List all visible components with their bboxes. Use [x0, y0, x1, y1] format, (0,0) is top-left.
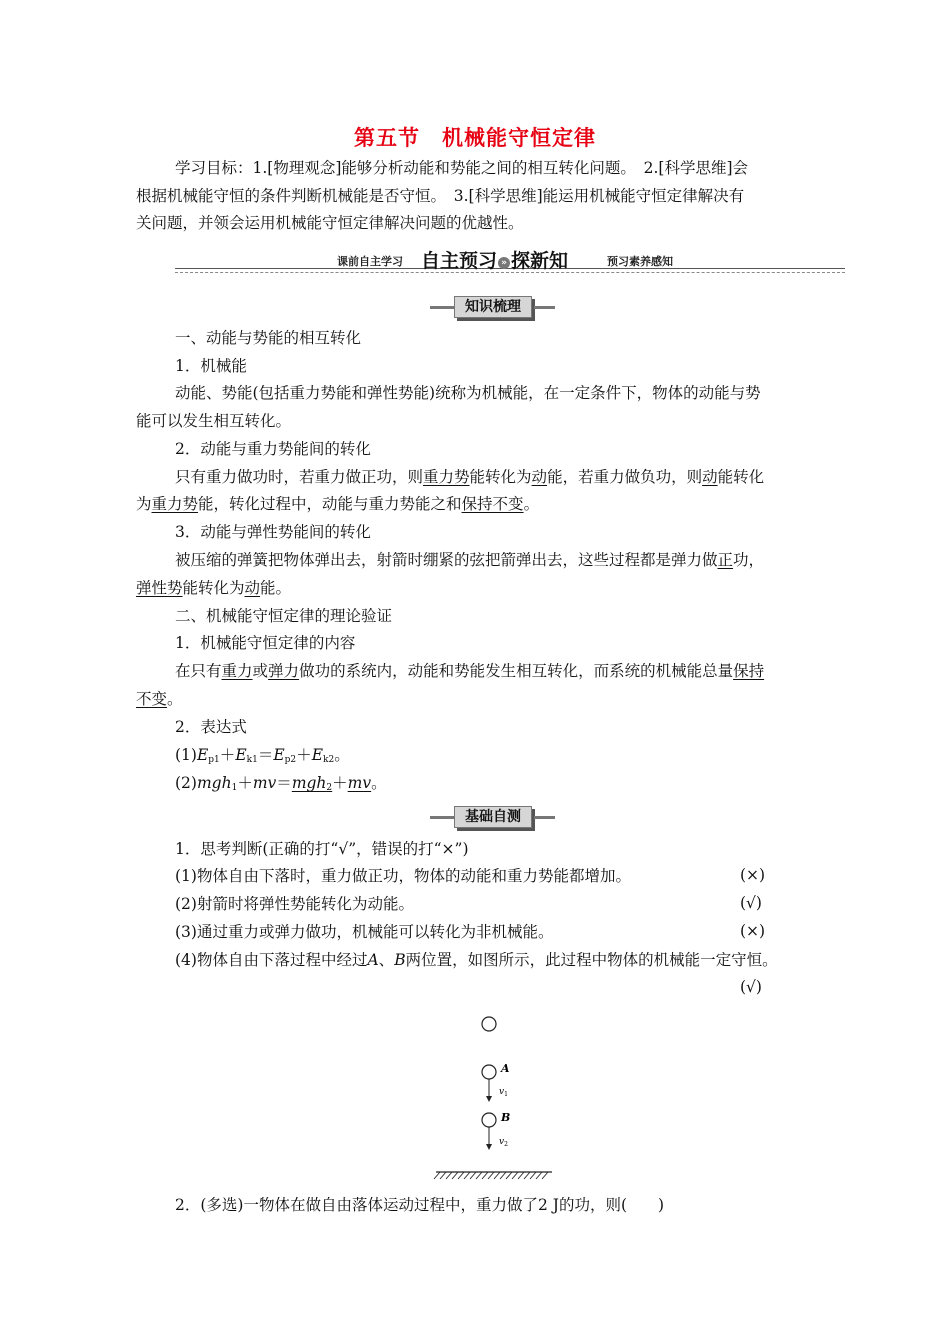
falling-ball-figure — [430, 1010, 560, 1188]
badge-knowledge-label: 知识梳理 — [454, 296, 532, 318]
section2-heading: 二、机械能守恒定律的理论验证 — [175, 607, 393, 625]
q1-answer-3: (×) — [740, 922, 766, 940]
label-v1: $v_1$ — [499, 1087, 508, 1098]
formula-2: (2)mgh$_1$＋mv＝mgh$_2$＋mv。 — [175, 774, 387, 793]
s2-p1-head: 1．机械能守恒定律的内容 — [175, 634, 356, 652]
q1-item-2: (2)射箭时将弹性势能转化为动能。 — [175, 895, 414, 913]
q1-answer-2: (√) — [740, 894, 762, 912]
s2-p1-line2: 不变。 — [136, 690, 183, 708]
answer-blank: 动 — [531, 468, 548, 486]
q2-text: 2．(多选)一物体在做自由落体运动过程中，重力做了2 J的功，则( ) — [175, 1196, 665, 1214]
s1-p1-line1: 动能、势能(包括重力势能和弹性势能)统称为机械能，在一定条件下，物体的动能与势 — [175, 384, 761, 402]
answer-blank: 保持 — [733, 662, 765, 680]
answer-blank: mv — [347, 774, 372, 792]
answer-blank: 正 — [717, 551, 734, 569]
s1-p3-head: 3．动能与弹性势能间的转化 — [175, 523, 371, 541]
answer-blank: 弹力 — [268, 662, 300, 680]
answer-blank: 保持不变 — [461, 495, 524, 513]
answer-blank: 不变 — [136, 690, 168, 708]
q1-answer-1: (×) — [740, 866, 766, 884]
s1-p3-line1: 被压缩的弹簧把物体弹出去，射箭时绷紧的弦把箭弹出去，这些过程都是弹力做正功， — [175, 551, 765, 569]
answer-blank: 重力 — [221, 662, 253, 680]
answer-blank: 动 — [244, 579, 261, 597]
s2-p2-head: 2．表达式 — [175, 718, 247, 736]
s1-p2-line2: 为重力势能，转化过程中，动能与重力势能之和保持不变。 — [136, 495, 540, 513]
banner-main-a: 自主预习 — [421, 250, 498, 272]
objectives-line-2: 根据机械能守恒的条件判断机械能是否守恒。 3.[科学思维]能运用机械能守恒定律解决有 — [136, 187, 745, 205]
badge-bar-right — [534, 816, 555, 819]
objectives-line-3: 关问题，并领会运用机械能守恒定律解决问题的优越性。 — [136, 214, 524, 232]
arrowhead-1-icon — [486, 1096, 492, 1102]
badge-selftest-label: 基础自测 — [454, 806, 532, 828]
label-v2: $v_2$ — [499, 1137, 508, 1148]
page-title: 第五节 机械能守恒定律 — [354, 126, 596, 150]
s1-p1-head: 1．机械能 — [175, 357, 247, 375]
banner-right-text: 预习素养感知 — [607, 255, 673, 268]
section1-heading: 一、动能与势能的相互转化 — [175, 329, 362, 347]
ball-position-b — [482, 1113, 496, 1127]
banner-left-text: 课前自主学习 — [337, 255, 403, 268]
banner-main-title — [421, 246, 568, 273]
answer-blank: 动 — [702, 468, 718, 486]
ground-hatching — [434, 1172, 548, 1179]
s1-p1-line2: 能可以发生相互转化。 — [136, 412, 292, 430]
arrowhead-2-icon — [486, 1144, 492, 1150]
objectives-line-1: 学习目标：1.[物理观念]能够分析动能和势能之间的相互转化问题。 2.[科学思维]会 — [175, 159, 749, 177]
ball-position-a — [482, 1065, 496, 1079]
q1-item-3: (3)通过重力或弹力做功，机械能可以转化为非机械能。 — [175, 923, 554, 941]
s1-p2-line1: 只有重力做功时，若重力做正功，则重力势能转化为动能，若重力做负功，则动能转化 — [175, 468, 765, 486]
label-b: B — [501, 1111, 511, 1124]
label-a: A — [501, 1062, 510, 1075]
section-banner — [175, 246, 845, 278]
badge-bar-left — [430, 306, 454, 309]
badge-bar-left — [430, 816, 454, 819]
s1-p3-line2: 弹性势能转化为动能。 — [136, 579, 292, 597]
formula-1: $(1)E_{p1}+E_{k1}=E_{p2}+E_{k2}$。 — [175, 746, 350, 765]
q1-item-4: (4)物体自由下落过程中经过A、B两位置，如图所示，此过程中物体的机械能一定守恒。 — [175, 951, 778, 969]
badge-bar-right — [534, 306, 555, 309]
answer-blank: 重力势 — [423, 468, 470, 486]
banner-arrow-icon: » — [498, 257, 510, 269]
answer-blank: 弹性势 — [136, 579, 183, 597]
s2-p1-line1: 在只有重力或弹力做功的系统内，动能和势能发生相互转化，而系统的机械能总量保持 — [175, 662, 765, 680]
answer-blank: 重力势 — [151, 495, 199, 513]
q1-answer-4: (√) — [740, 978, 762, 996]
q1-item-1: (1)物体自由下落时，重力做正功，物体的动能和重力势能都增加。 — [175, 867, 631, 885]
badge-knowledge — [430, 296, 555, 318]
banner-main-b: 探新知 — [511, 250, 569, 272]
answer-blank: mgh$_2$ — [291, 774, 333, 793]
badge-selftest — [430, 806, 555, 828]
s1-p2-head: 2．动能与重力势能间的转化 — [175, 440, 371, 458]
q1-head: 1．思考判断(正确的打“√”，错误的打“×”) — [175, 840, 469, 858]
ball-initial — [482, 1017, 496, 1031]
